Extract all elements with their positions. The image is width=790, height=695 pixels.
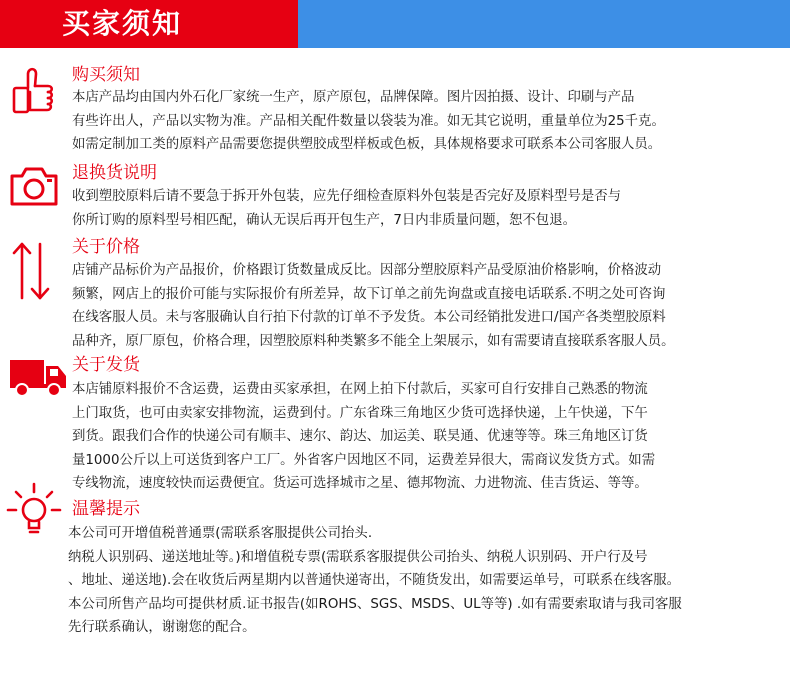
thumbs-up-icon [8,64,56,124]
truck-icon [8,356,68,402]
text-line: 本公司可开增值税普通票(需联系客服提供公司抬头. [68,526,373,541]
text-line: 上门取货，也可由卖家安排物流，运费到付。广东省珠三角地区少货可选择快递，上午快递，下午 [72,405,648,421]
section-body [72,259,782,353]
text-line: 有些许出人，产品以实物为准。产品相关配件数量以袋装为准。如无其它说明，重量单位为25千克。 [72,113,665,129]
price-arrows-icon [8,240,56,306]
header-bar [0,0,790,48]
section-body [72,378,782,496]
section-title: 退换货说明 [72,163,157,183]
text-line: 本公司所售产品均可提供材质.证书报告(如ROHS、SGS、MSDS、UL等等) .如有需要索取请与我司客服 [68,596,682,612]
text-line: 你所订购的原料型号相匹配，确认无误后再开包生产，7日内非质量问题，恕不包退。 [72,212,576,228]
text-line: 在线客服人员。未与客服确认自行拍下付款的订单不予发货。本公司经销批发进口/国产各类塑胶原料 [72,310,666,325]
text-line: 店铺产品标价为产品报价，价格跟订货数量成反比。因部分塑胶原料产品受原油价格影响，价格波动 [72,263,662,278]
text-line: 到货。跟我们合作的快递公司有顺丰、速尔、韵达、加运美、联昊通、优速等等。珠三角地区订货 [72,429,648,444]
text-line: 频繁，网店上的报价可能与实际报价有所差异，故下订单之前先询盘或直接电话联系.不明之处可咨询 [72,286,666,302]
lightbulb-icon [4,480,64,540]
text-line: 如需定制加工类的原料产品需要您提供塑胶成型样板或色板，具体规格要求可联系本公司客服人员。 [72,137,662,152]
section-body [72,86,782,157]
camera-icon [8,164,60,212]
text-line: 收到塑胶原料后请不要急于拆开外包装，应先仔细检查原料外包装是否完好及原料型号是否与 [72,189,622,204]
section-title: 关于发货 [72,355,140,375]
text-line: 纳税人识别码、递送地址等。)和增值税专票(需联系客服提供公司抬头、纳税人识别码、开户行及号 [68,549,648,565]
section-title: 温馨提示 [72,499,140,519]
section-title: 关于价格 [72,237,140,257]
text-line: 本店产品均由国内外石化厂家统一生产，原产原包，品牌保障。图片因拍摄、设计、印刷与产品 [72,90,635,105]
text-line: 品种齐，原厂原包，价格合理，因塑胶原料种类繁多不能全上架展示，如有需要请直接联系客服人员。 [72,333,675,349]
text-line: 本店铺原料报价不含运费，运费由买家承担，在网上拍下付款后，买家可自行安排自己熟悉的物流 [72,382,648,397]
section-body [72,185,782,232]
text-line: 先行联系确认，谢谢您的配合。 [68,620,256,635]
page-title: 买家须知 [62,7,183,40]
text-line: 量1000公斤以上可送货到客户工厂。外省客户因地区不同，运费差异很大，需商议发货方式。如需 [72,452,656,468]
section-title: 购买须知 [72,65,140,85]
text-line: 专线物流，速度较快而运费便宜。货运可选择城市之星、德邦物流、力进物流、佳吉货运、等等。 [72,476,648,491]
section-body [68,522,778,640]
text-line: 、地址、递送地).会在收货后两星期内以普通快递寄出，不随货发出，如需要运单号，可联系在线客服。 [68,573,681,588]
